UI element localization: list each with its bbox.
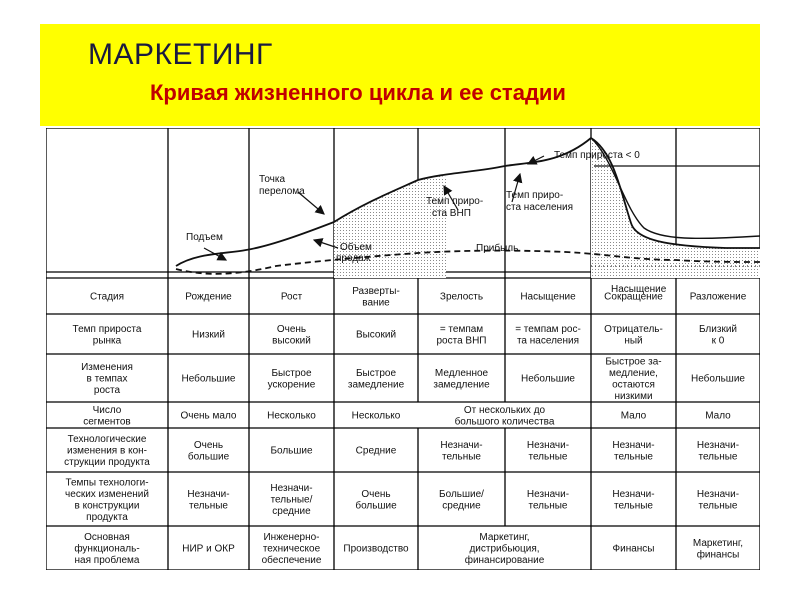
table-text	[64, 286, 747, 566]
table-cell: Незначи-тельные	[696, 439, 740, 463]
table-cell: Незначи-тельные	[526, 488, 570, 512]
table-cell: Очень высокий	[272, 323, 311, 347]
table-cell: Несколько	[351, 410, 401, 422]
row-header: Число сегментов	[83, 404, 131, 428]
table-cell: Насыщение	[520, 291, 576, 303]
table-cell: Незначи-тельные	[612, 439, 655, 463]
table-cell: Близкий к 0	[698, 323, 738, 347]
label-profit: Прибыль	[476, 243, 519, 254]
table-cell: Маркетинг, дистрибьюция, финансирование	[464, 532, 545, 566]
table-cell: Финансы	[612, 543, 655, 555]
table-cell: Очень мало	[180, 410, 237, 422]
table-cell: Большие	[270, 445, 313, 457]
table-cell: Незначи-тельные/ средние	[270, 483, 313, 517]
table-cell: Небольшие	[181, 373, 236, 385]
table-cell: Незначи-тельные	[440, 439, 483, 463]
label-pop-1: Темп приро-	[506, 190, 564, 201]
label-gnp-2: ста ВНП	[432, 208, 471, 219]
label-saturation-top: Насыщение	[611, 284, 667, 295]
table-cell: Быстрое замедление	[347, 367, 405, 391]
table-cell: Большие/ средние	[439, 488, 484, 512]
table-cell: Разверты-вание	[352, 285, 400, 309]
slide-title: МАРКЕТИНГ	[88, 38, 273, 71]
label-gnp-1: Темп приро-	[426, 196, 484, 207]
table-cell: Быстрое за-медление, остаются низкими	[605, 356, 662, 402]
table-cell: Рождение	[185, 291, 232, 303]
table-cell: Высокий	[355, 329, 397, 341]
table-cell: = темпам роста ВНП	[436, 323, 487, 347]
table-cell: Низкий	[192, 329, 225, 341]
label-inflection-1: Точка	[259, 174, 286, 185]
row-header: Изменения в темпах роста	[81, 362, 133, 396]
label-growth-lt0: Темп прироста < 0	[554, 150, 640, 161]
table-cell: Инженерно-техническое обеспечение	[261, 532, 322, 566]
slide-subtitle: Кривая жизненного цикла и ее стадии	[150, 80, 566, 105]
label-podem: Подъем	[186, 232, 223, 243]
table-cell: Быстрое ускорение	[267, 367, 316, 391]
table-cell: = темпам рос-та населения	[515, 323, 581, 347]
table-cell: Небольшие	[691, 373, 745, 385]
table-cell: Зрелость	[439, 291, 484, 303]
label-volume-2: продаж	[336, 253, 371, 264]
label-pop-2: ста населения	[506, 202, 574, 213]
row-header: Основная функциональ-ная проблема	[74, 532, 140, 566]
table-cell: Рост	[280, 291, 303, 303]
table-cell: Медленное замедление	[433, 367, 490, 391]
table-cell: Сокращение	[604, 291, 663, 303]
table-cell: Мало	[705, 410, 731, 422]
row-header: Темпы технологи-ческих изменений в конструкции продукта	[65, 477, 149, 523]
table-cell: Очень большие	[355, 488, 397, 512]
table-cell: Небольшие	[521, 373, 575, 385]
row-header: Стадия	[89, 291, 125, 303]
table-cell: Отрицатель-ный	[604, 323, 663, 347]
table-cell: Средние	[355, 445, 397, 457]
row-header: Темп прироста рынка	[72, 323, 142, 347]
table-cell: Производство	[343, 543, 409, 555]
table-cell: Мало	[620, 410, 647, 422]
lifecycle-diagram	[46, 128, 760, 570]
table-cell: От нескольких до большого количества	[454, 404, 555, 428]
row-header: Технологические изменения в кон-струкции продукта	[64, 434, 150, 468]
table-cell: Незначи-тельные	[526, 439, 570, 463]
table-cell: Маркетинг, финансы	[692, 537, 744, 561]
label-volume-1: Объем	[340, 242, 372, 253]
table-cell: Незначи-тельные	[187, 488, 230, 512]
table-cell: Разложение	[689, 291, 747, 303]
label-inflection-2: перелома	[259, 186, 305, 197]
table-cell: Очень большие	[187, 439, 230, 463]
table-cell: Несколько	[267, 410, 316, 422]
title-banner	[40, 24, 760, 126]
table-cell: НИР и ОКР	[182, 543, 235, 555]
table-cell: Незначи-тельные	[612, 488, 655, 512]
table-cell: Незначи-тельные	[696, 488, 740, 512]
